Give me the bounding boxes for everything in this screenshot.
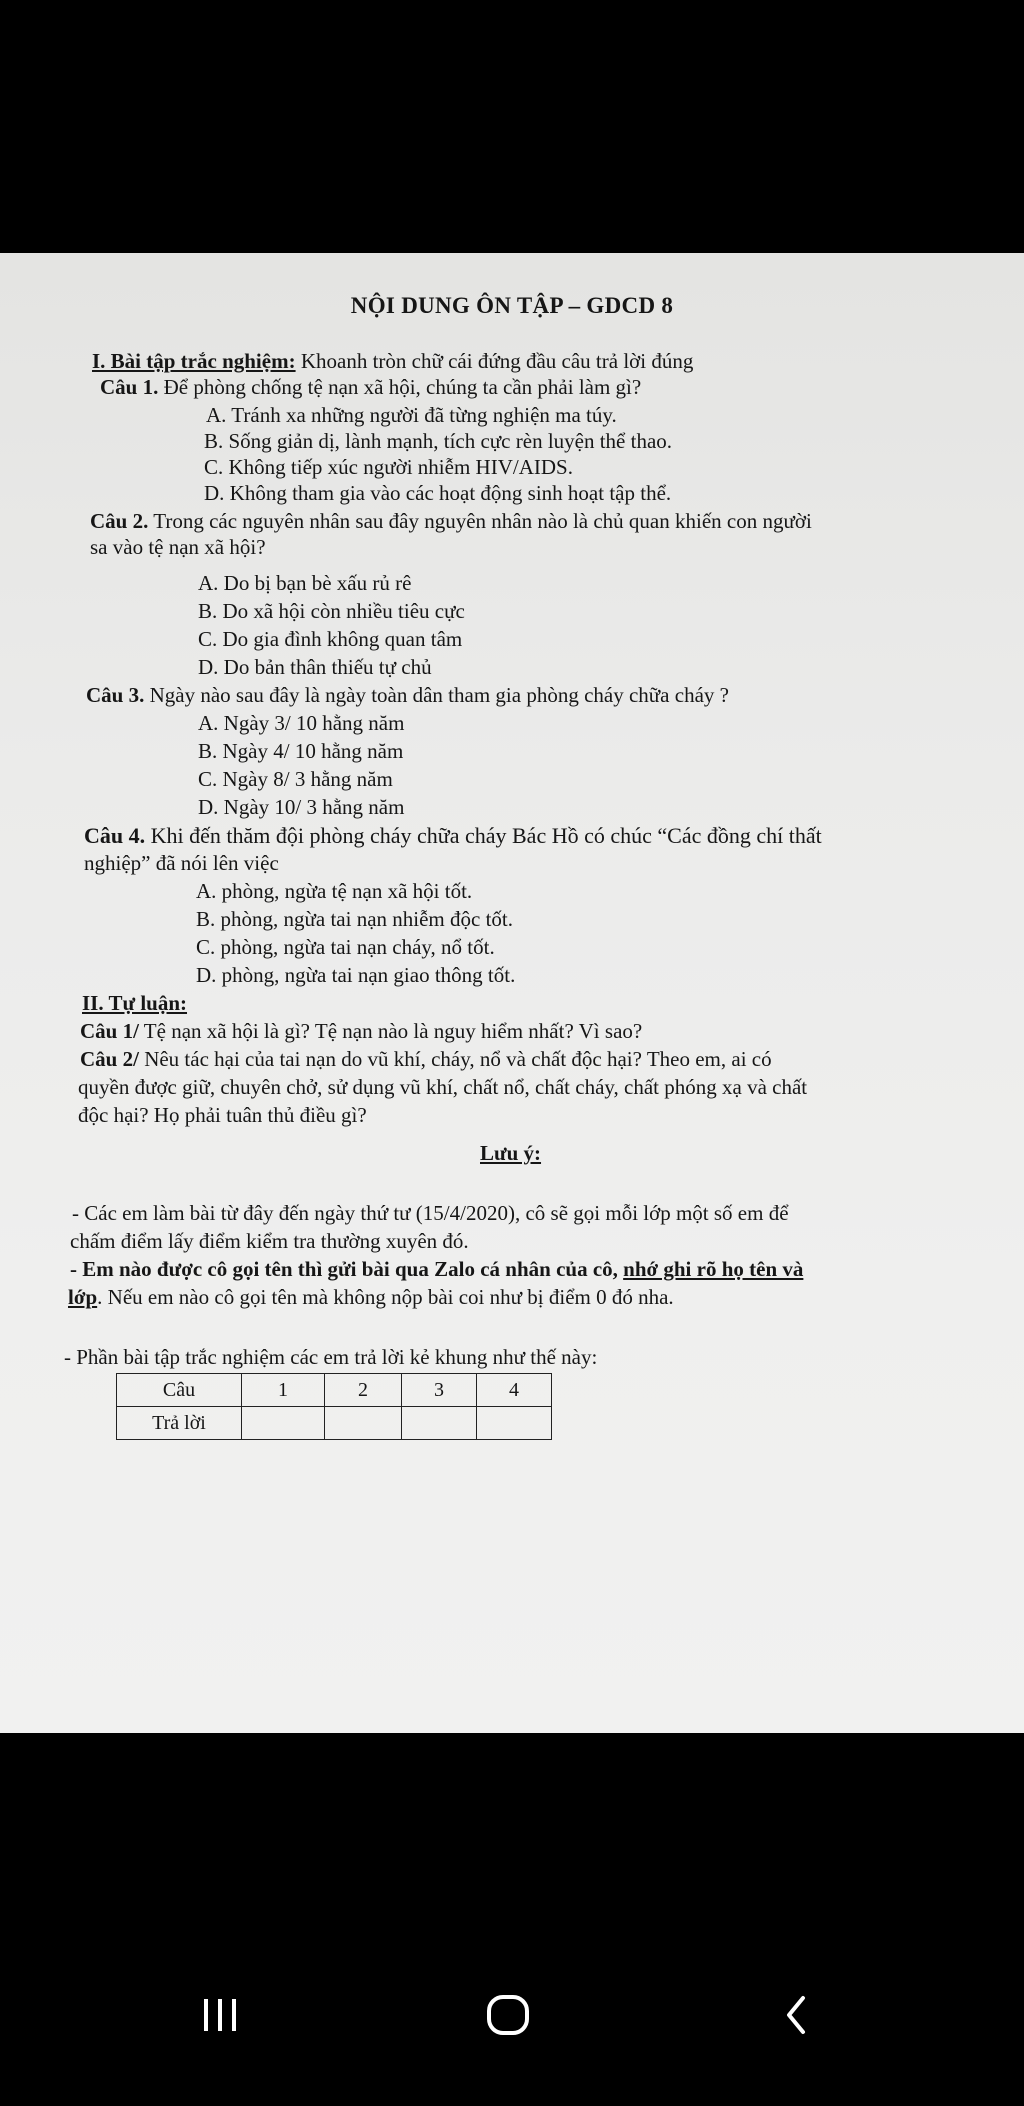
- q4-option-b: B. phòng, ngừa tai nạn nhiễm độc tốt.: [196, 907, 513, 931]
- note-p2-underline-1: nhớ ghi rõ họ tên và: [623, 1257, 804, 1281]
- page-title: NỘI DUNG ÔN TẬP – GDCD 8: [350, 293, 674, 318]
- home-icon: [484, 1993, 532, 2037]
- question-1-text: Để phòng chống tệ nạn xã hội, chúng ta cần phải làm gì?: [158, 375, 642, 399]
- answer-table-header-label: Câu: [117, 1374, 242, 1407]
- answer-cell-4: [477, 1407, 552, 1440]
- essay-1-label: Câu 1/: [80, 1019, 139, 1043]
- section1-line: [92, 349, 693, 374]
- essay-question-1: [80, 1019, 642, 1044]
- section1-instruction: Khoanh tròn chữ cái đứng đầu câu trả lời đúng: [295, 349, 694, 373]
- essay-2-line2: quyền được giữ, chuyên chở, sử dụng vũ khí, chất nổ, chất cháy, chất phóng xạ và chất: [78, 1075, 808, 1099]
- q1-option-d: D. Không tham gia vào các hoạt động sinh hoạt tập thể.: [204, 481, 672, 505]
- q1-option-b: B. Sống giản dị, lành mạnh, tích cực rèn luyện thể thao.: [204, 429, 673, 453]
- answer-cell-2: [325, 1407, 402, 1440]
- question-3: [86, 683, 729, 708]
- q2-option-c: C. Do gia đình không quan tâm: [198, 627, 463, 651]
- document-page: [0, 253, 1024, 1733]
- essay-question-2: [80, 1047, 772, 1072]
- question-2-text-line1: Trong các nguyên nhân sau đây nguyên nhân nào là chủ quan khiến con người: [148, 509, 812, 533]
- q1-option-c: C. Không tiếp xúc người nhiễm HIV/AIDS.: [204, 455, 573, 479]
- question-2-text-line2: sa vào tệ nạn xã hội?: [90, 535, 266, 559]
- essay-2-line3: độc hại? Họ phải tuân thủ điều gì?: [78, 1103, 367, 1127]
- q3-option-d: D. Ngày 10/ 3 hằng năm: [198, 795, 405, 819]
- q4-option-a: A. phòng, ngừa tệ nạn xã hội tốt.: [196, 879, 473, 903]
- note-p2-underline-2: lớp: [68, 1285, 98, 1309]
- home-button[interactable]: [448, 1960, 568, 2070]
- note-paragraph-3: - Phần bài tập trắc nghiệm các em trả lời kẻ khung như thế này:: [64, 1345, 598, 1369]
- answer-table-header-row: [117, 1374, 552, 1407]
- q3-option-b: B. Ngày 4/ 10 hằng năm: [198, 739, 404, 763]
- answer-table-col-1: 1: [242, 1374, 325, 1407]
- essay-2-label: Câu 2/: [80, 1047, 139, 1071]
- q1-option-a: A. Tránh xa những người đã từng nghiện ma túy.: [206, 403, 617, 427]
- note-p2-bold: - Em nào được cô gọi tên thì gửi bài qua Zalo cá nhân của cô,: [70, 1257, 624, 1281]
- section1-heading: I. Bài tập trắc nghiệm:: [92, 349, 296, 373]
- answer-table-row-label: Trả lời: [117, 1407, 242, 1440]
- note-paragraph-2-line2: [68, 1285, 674, 1310]
- q2-option-b: B. Do xã hội còn nhiều tiêu cực: [198, 599, 465, 623]
- question-2: [90, 509, 812, 534]
- answer-table-answer-row: [117, 1407, 552, 1440]
- question-3-label: Câu 3.: [86, 683, 145, 707]
- answer-cell-3: [402, 1407, 477, 1440]
- recent-apps-button[interactable]: [160, 1960, 280, 2070]
- answer-cell-1: [242, 1407, 325, 1440]
- question-4-label: Câu 4.: [84, 823, 146, 848]
- section2-heading: II. Tự luận:: [82, 991, 188, 1015]
- answer-table-col-3: 3: [402, 1374, 477, 1407]
- essay-2-line1: Nêu tác hại của tai nạn do vũ khí, cháy, nổ và chất độc hại? Theo em, ai có: [138, 1047, 772, 1071]
- q3-option-a: A. Ngày 3/ 10 hằng năm: [198, 711, 405, 735]
- back-icon: [781, 1993, 811, 2037]
- note-paragraph-1-line2: chấm điểm lấy điểm kiểm tra thường xuyên đó.: [70, 1229, 469, 1253]
- question-3-text: Ngày nào sau đây là ngày toàn dân tham gia phòng cháy chữa cháy ?: [144, 683, 729, 707]
- note-paragraph-1-line1: - Các em làm bài từ đây đến ngày thứ tư (15/4/2020), cô sẽ gọi mỗi lớp một số em để: [72, 1201, 789, 1225]
- answer-table-col-4: 4: [477, 1374, 552, 1407]
- question-1-label: Câu 1.: [100, 375, 159, 399]
- q3-option-c: C. Ngày 8/ 3 hằng năm: [198, 767, 393, 791]
- note-p2-tail: . Nếu em nào cô gọi tên mà không nộp bài coi như bị điểm 0 đó nha.: [97, 1285, 674, 1309]
- answer-table: [116, 1373, 552, 1440]
- q2-option-d: D. Do bản thân thiếu tự chủ: [198, 655, 432, 679]
- question-2-label: Câu 2.: [90, 509, 149, 533]
- question-4-text-line2: nghiệp” đã nói lên việc: [84, 851, 279, 875]
- note-paragraph-2-line1: [70, 1257, 803, 1282]
- back-button[interactable]: [736, 1960, 856, 2070]
- question-4-text-line1: Khi đến thăm đội phòng cháy chữa cháy Bác Hồ có chúc “Các đồng chí thất: [145, 823, 822, 848]
- question-4: [84, 823, 822, 849]
- recent-apps-icon: [198, 1995, 242, 2035]
- note-heading: Lưu ý:: [480, 1141, 542, 1165]
- q4-option-d: D. phòng, ngừa tai nạn giao thông tốt.: [196, 963, 516, 987]
- question-1: [100, 375, 641, 400]
- q4-option-c: C. phòng, ngừa tai nạn cháy, nổ tốt.: [196, 935, 495, 959]
- essay-1-text: Tệ nạn xã hội là gì? Tệ nạn nào là nguy hiểm nhất? Vì sao?: [138, 1019, 643, 1043]
- q2-option-a: A. Do bị bạn bè xấu rủ rê: [198, 571, 412, 595]
- system-navigation-bar: [0, 1960, 1024, 2070]
- answer-table-col-2: 2: [325, 1374, 402, 1407]
